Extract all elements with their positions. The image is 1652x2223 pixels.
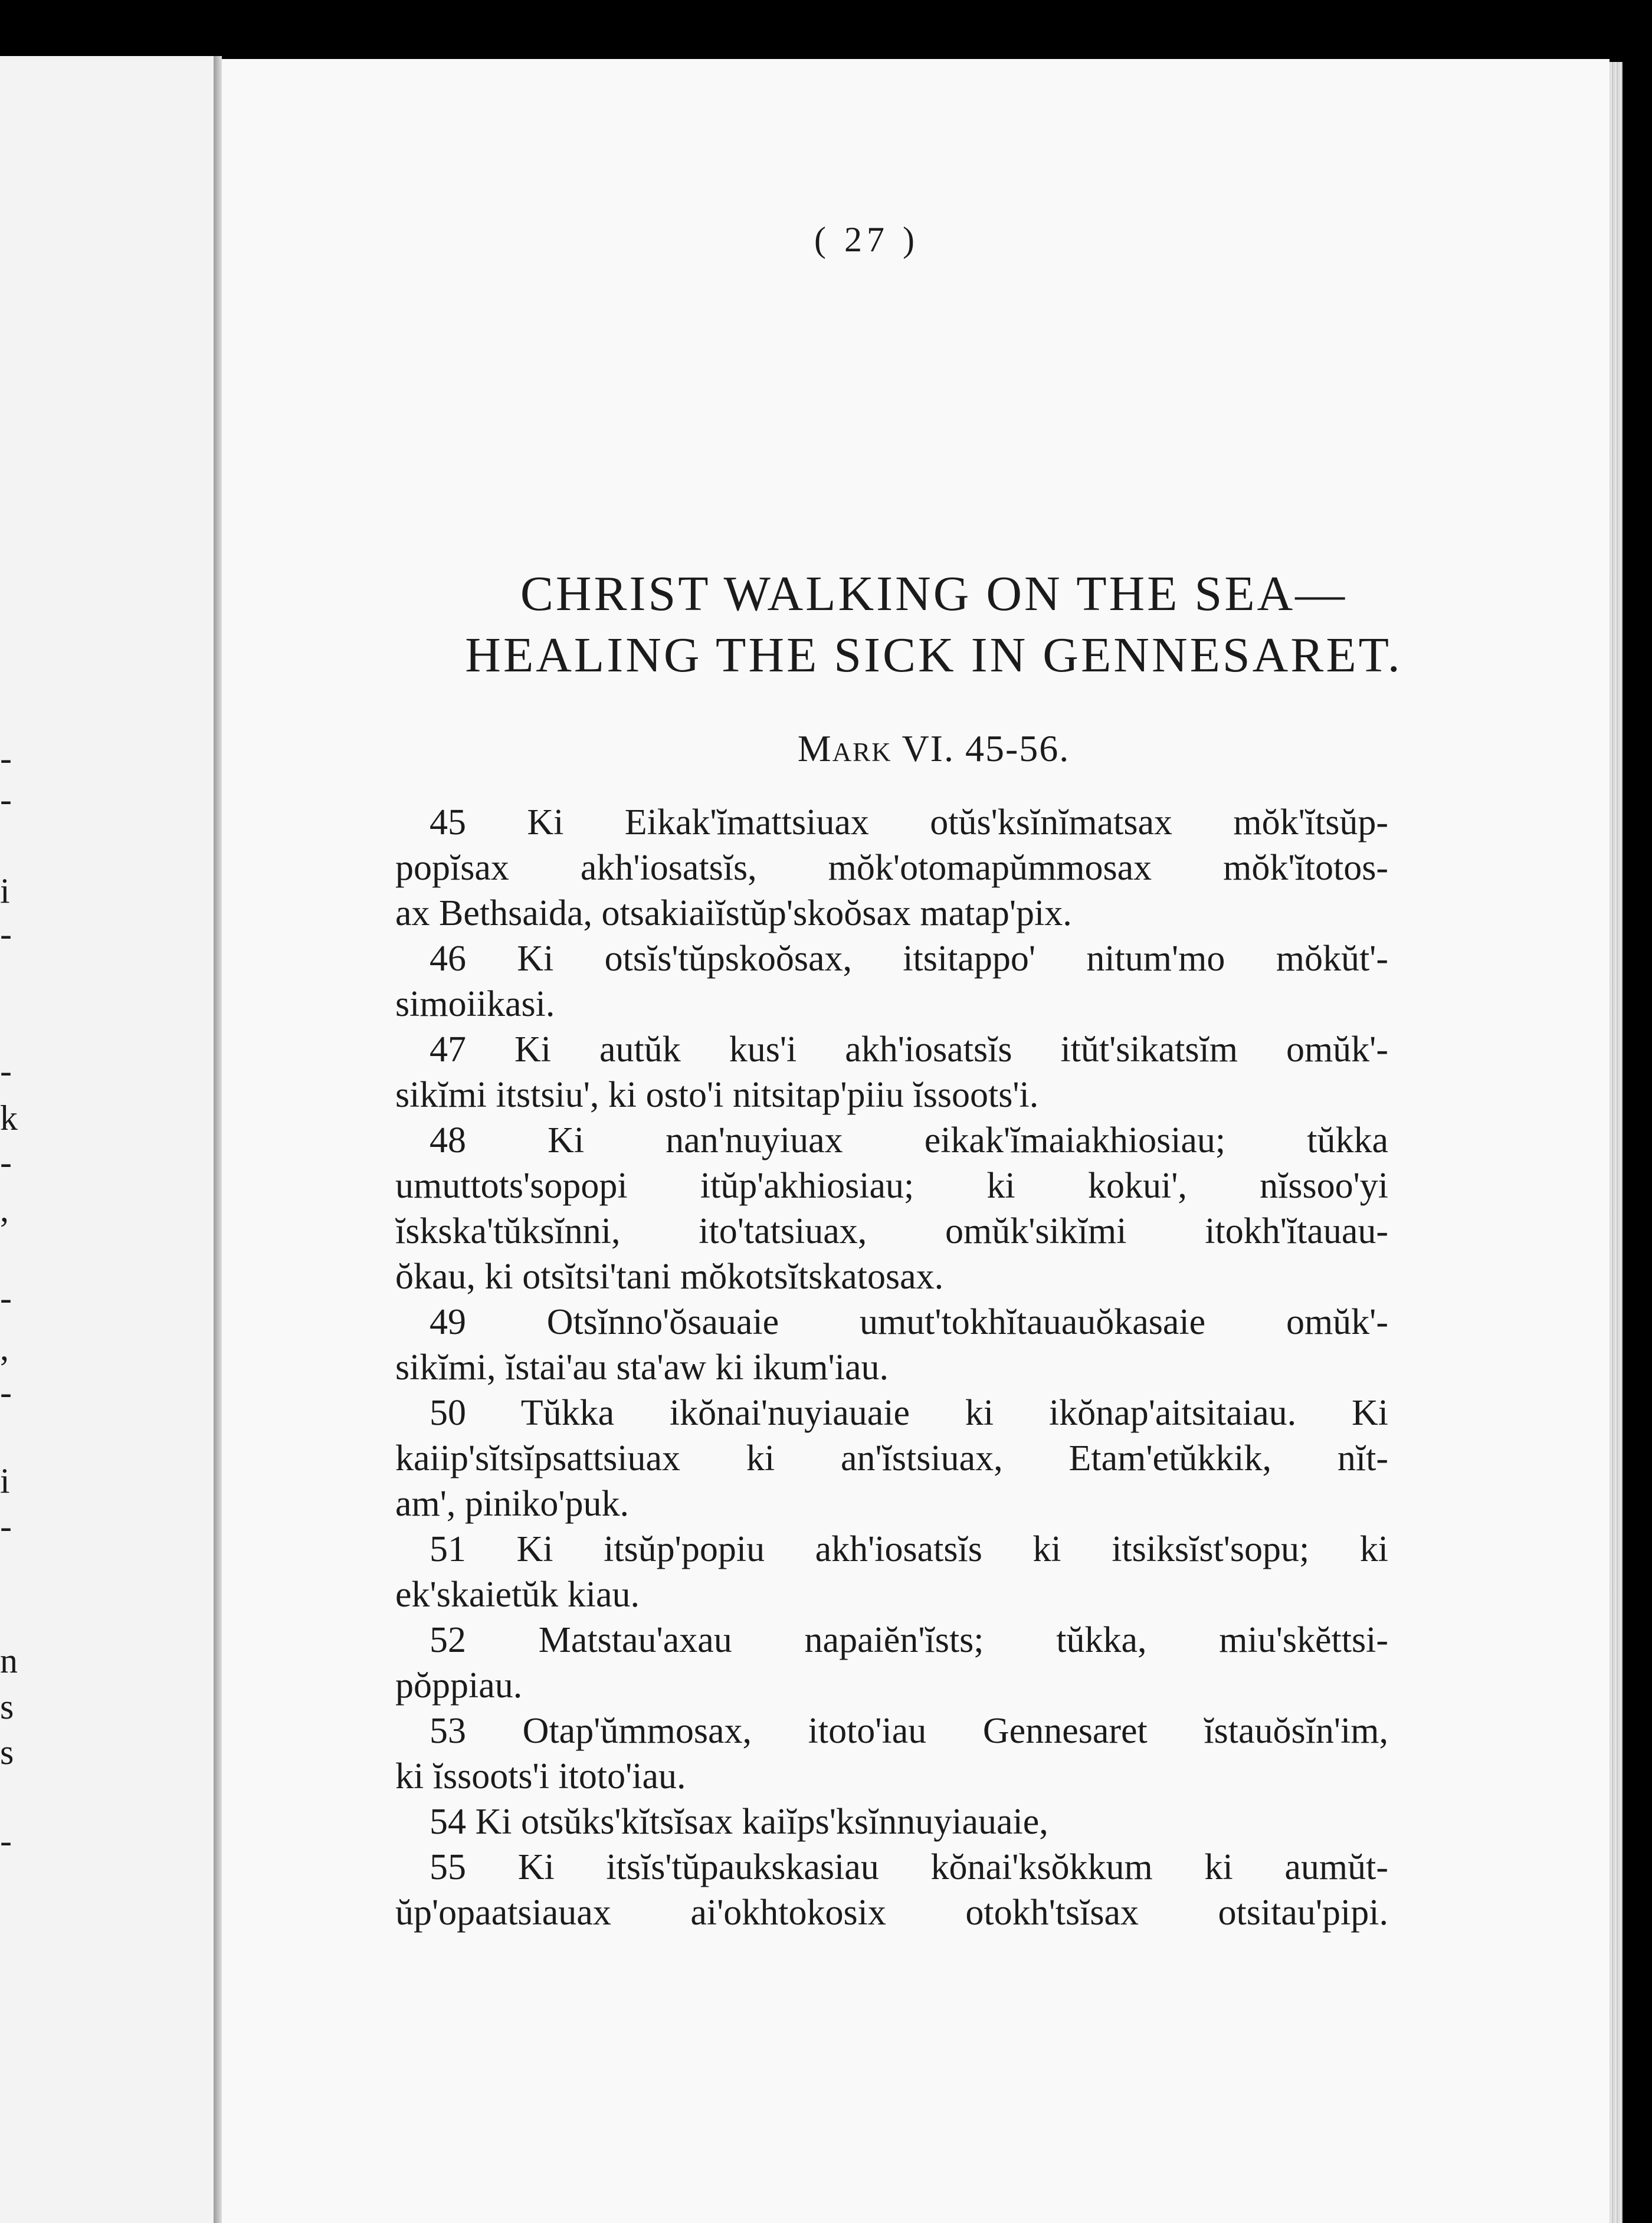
left-page-fragment: - bbox=[0, 780, 12, 819]
body-line: popĭsax akh'iosatsĭs, mŏk'otomapŭmmosax mŏk'ĭtotos- bbox=[395, 848, 1388, 888]
body-line: 48 Ki nan'nuyiuax eikak'ĭmaiakhiosiau; tŭkka bbox=[430, 1120, 1388, 1160]
page-edges bbox=[1610, 62, 1622, 2223]
body-line: 50 Tŭkka ikŏnai'nuyiauaie ki ikŏnap'aitsitaiau. Ki bbox=[430, 1393, 1388, 1433]
body-line: 46 Ki otsĭs'tŭpskoŏsax, itsitappo' nitum'mo mŏkŭt'- bbox=[430, 939, 1388, 979]
body-line: sikĭmi itstsiu', ki osto'i nitsitap'piiu ĭssoots'i. bbox=[395, 1075, 1039, 1115]
book-gutter bbox=[214, 56, 222, 2223]
body-line: 51 Ki itsŭp'popiu akh'iosatsĭs ki itsiksĭst'sopu; ki bbox=[430, 1529, 1388, 1569]
chapter-title-line-1: CHRIST WALKING ON THE SEA— bbox=[520, 566, 1348, 621]
left-page-fragment: i bbox=[0, 1461, 10, 1500]
left-page-fragment: s bbox=[0, 1733, 14, 1772]
body-line: umuttots'sopopi itŭp'akhiosiau; ki kokui', nĭssoo'yi bbox=[395, 1166, 1388, 1206]
body-line: 54 Ki otsŭks'kĭtsĭsax kaiĭps'ksĭnnuyiauaie, bbox=[430, 1802, 1048, 1842]
left-page-fragment: i bbox=[0, 871, 10, 910]
body-line: ŏkau, ki otsĭtsi'tani mŏkotsĭtskatosax. bbox=[395, 1257, 944, 1297]
left-page-fragment: - bbox=[0, 914, 12, 953]
left-page-fragment: , bbox=[0, 1190, 9, 1229]
body-line: 53 Otap'ŭmmosax, itoto'iau Gennesaret ĭstauŏsĭn'im, bbox=[430, 1711, 1388, 1751]
left-page-fragment: - bbox=[0, 1051, 12, 1090]
body-line: ĭskska'tŭksĭnni, ito'tatsiuax, omŭk'sikĭmi itokh'ĭtauau- bbox=[395, 1211, 1388, 1251]
left-page-fragment: - bbox=[0, 1373, 12, 1412]
left-page-fragment: k bbox=[0, 1099, 18, 1137]
chapter-title-line-2: HEALING THE SICK IN GENNESARET. bbox=[465, 628, 1402, 683]
left-page-fragment: - bbox=[0, 1507, 12, 1546]
left-page-fragment: n bbox=[0, 1641, 18, 1680]
body-line: kaiip'sĭtsĭpsattsiuax ki an'ĭstsiuax, Etam'etŭkkik, nĭt- bbox=[395, 1438, 1388, 1478]
body-line: 55 Ki itsĭs'tŭpaukskasiau kŏnai'ksŏkkum ki aumŭt- bbox=[430, 1847, 1388, 1887]
body-line: ki ĭssoots'i itoto'iau. bbox=[395, 1756, 686, 1796]
body-line: pŏppiau. bbox=[395, 1665, 523, 1706]
body-line: am', piniko'puk. bbox=[395, 1484, 630, 1524]
body-line: 47 Ki autŭk kus'i akh'iosatsĭs itŭt'sikatsĭm omŭk'- bbox=[430, 1029, 1388, 1070]
left-facing-page bbox=[0, 56, 215, 2223]
body-line: 52 Matstau'axau napaiĕn'ĭsts; tŭkka, miu'skĕttsi- bbox=[430, 1620, 1388, 1660]
body-line: 49 Otsĭnno'ŏsauaie umut'tokhĭtauauŏkasaie omŭk'- bbox=[430, 1302, 1388, 1342]
scripture-reference: Mark VI. 45-56. bbox=[797, 727, 1070, 769]
body-line: simoiikasi. bbox=[395, 984, 555, 1024]
body-line: ŭp'opaatsiauax ai'okhtokosix otokh'tsĭsax otsitau'pipi. bbox=[395, 1893, 1388, 1933]
left-page-fragment: , bbox=[0, 1329, 9, 1368]
left-page-fragment: - bbox=[0, 1821, 12, 1860]
page-number: ( 27 ) bbox=[814, 220, 919, 259]
body-line: 45 Ki Eikak'ĭmattsiuax otŭs'ksĭnĭmatsax mŏk'ĭtsŭp- bbox=[430, 802, 1388, 842]
body-line: sikĭmi, ĭstai'au sta'aw ki ikum'iau. bbox=[395, 1347, 889, 1388]
body-line: ek'skaietŭk kiau. bbox=[395, 1575, 640, 1615]
left-page-fragment: - bbox=[0, 1278, 12, 1317]
left-page-fragment: s bbox=[0, 1687, 14, 1726]
left-page-fragment: - bbox=[0, 1143, 12, 1182]
body-line: ax Bethsaida, otsakiaiĭstŭp'skoŏsax matap'pix. bbox=[395, 893, 1072, 933]
left-page-fragment: - bbox=[0, 739, 12, 778]
